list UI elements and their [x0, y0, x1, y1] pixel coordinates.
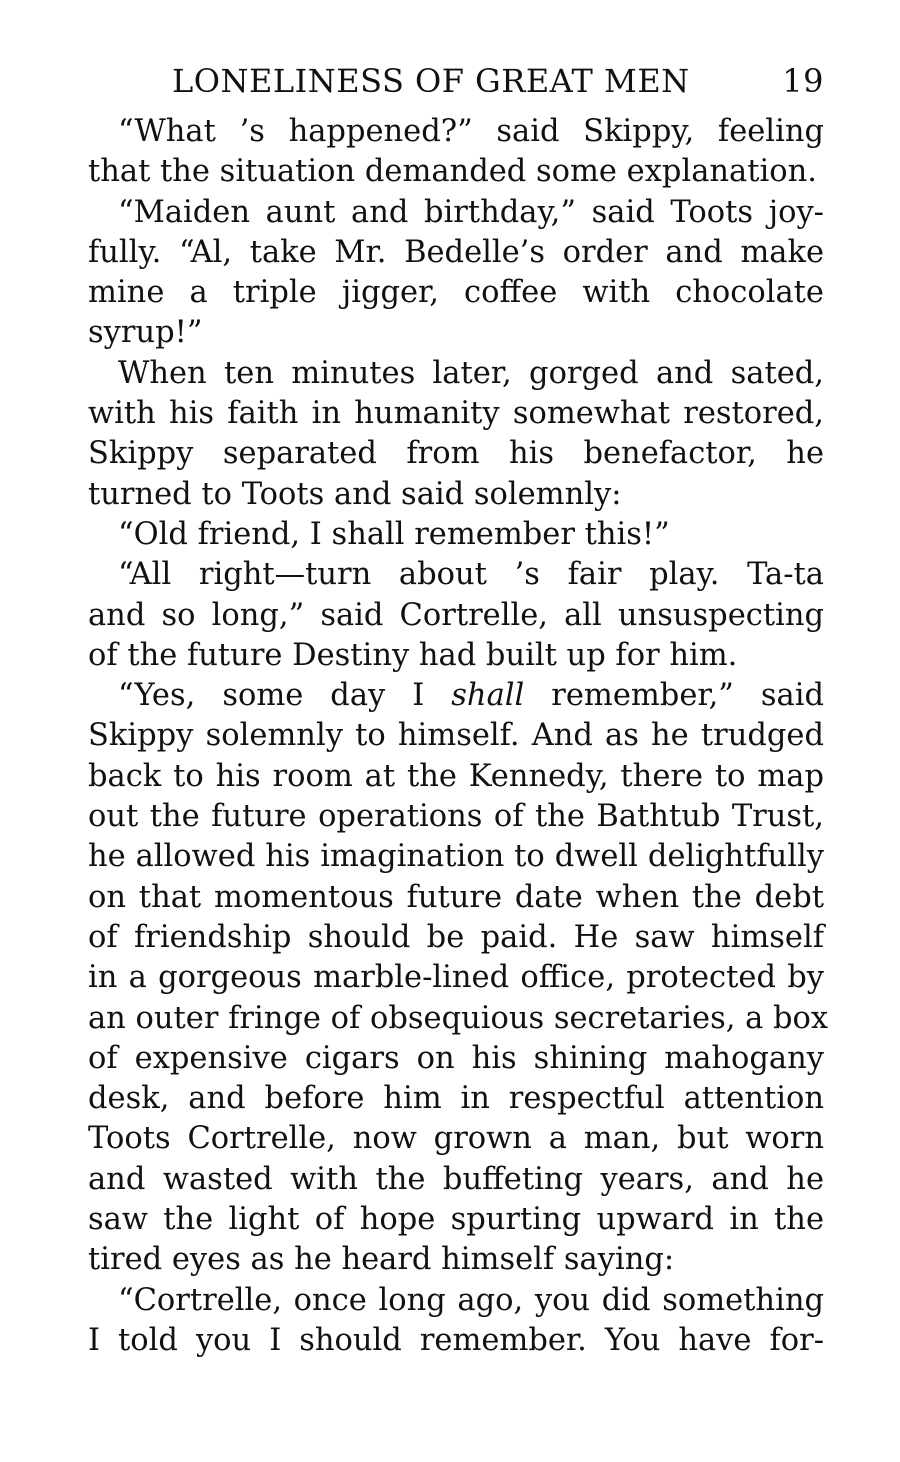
text-line: “What ’s happened?” said Skippy, feeling	[118, 114, 824, 149]
text-line: with his faith in humanity somewhat restored,	[88, 396, 824, 432]
book-page	[88, 62, 829, 1361]
text-line	[88, 676, 824, 716]
text-fragment: “Yes, some day I	[118, 678, 452, 714]
running-title: LONELINESS OF GREAT MEN	[172, 62, 690, 100]
text-line: and wasted with the buffeting years, and he	[88, 1161, 824, 1197]
text-line: fully. “Al, take Mr. Bedelle’s order and make	[88, 234, 824, 270]
paragraph	[88, 555, 824, 676]
text-line: “Maiden aunt and birthday,” said Toots joy-	[118, 194, 824, 230]
text-line: “Cortrelle, once long ago, you did something	[118, 1282, 824, 1318]
text-line: When ten minutes later, gorged and sated,	[118, 355, 824, 391]
text-line: I told you I should remember. You have for-	[88, 1322, 824, 1358]
text-line: syrup!”	[88, 315, 203, 351]
text-line: turned to Toots and said solemnly:	[88, 476, 622, 512]
text-line: mine a triple jigger, coffee with chocolate	[88, 275, 824, 311]
text-line: of the future Destiny had built up for him.	[88, 637, 738, 673]
text-fragment: remember,” said	[524, 678, 824, 714]
text-line: of expensive cigars on his shining mahogany	[88, 1040, 824, 1076]
text-line: he allowed his imagination to dwell delightfully	[88, 839, 824, 875]
text-line: “All right—turn about ’s fair play. Ta-ta	[118, 557, 824, 593]
text-line: Skippy separated from his benefactor, he	[88, 436, 824, 472]
body-text	[88, 112, 829, 1361]
text-line: in a gorgeous marble-lined office, protected by	[88, 960, 824, 996]
running-head	[88, 62, 824, 112]
text-line: “Old friend, I shall remember this!”	[118, 516, 670, 552]
text-line: an outer fringe of obsequious secretaries, a box	[88, 1000, 829, 1036]
text-line: back to his room at the Kennedy, there to map	[88, 758, 824, 794]
text-line: and so long,” said Cortrelle, all unsuspecting	[88, 597, 824, 633]
text-line: tired eyes as he heard himself saying:	[88, 1242, 675, 1278]
text-line: Skippy solemnly to himself. And as he trudged	[88, 718, 824, 754]
text-line: out the future operations of the Bathtub Trust,	[88, 799, 824, 835]
text-line: that the situation demanded some explanation.	[88, 154, 817, 190]
paragraph	[88, 354, 824, 515]
text-line: on that momentous future date when the debt	[88, 879, 824, 915]
paragraph	[88, 112, 824, 193]
paragraph	[88, 193, 824, 354]
text-line: saw the light of hope spurting upward in the	[88, 1202, 824, 1238]
italic-emphasis: shall	[451, 678, 525, 714]
paragraph	[88, 676, 829, 1280]
paragraph	[88, 515, 824, 555]
page-number: 19	[782, 62, 824, 100]
text-line: Toots Cortrelle, now grown a man, but worn	[88, 1121, 824, 1157]
text-line: of friendship should be paid. He saw himself	[88, 919, 824, 955]
text-line: desk, and before him in respectful attention	[88, 1081, 824, 1117]
paragraph	[88, 1281, 824, 1362]
